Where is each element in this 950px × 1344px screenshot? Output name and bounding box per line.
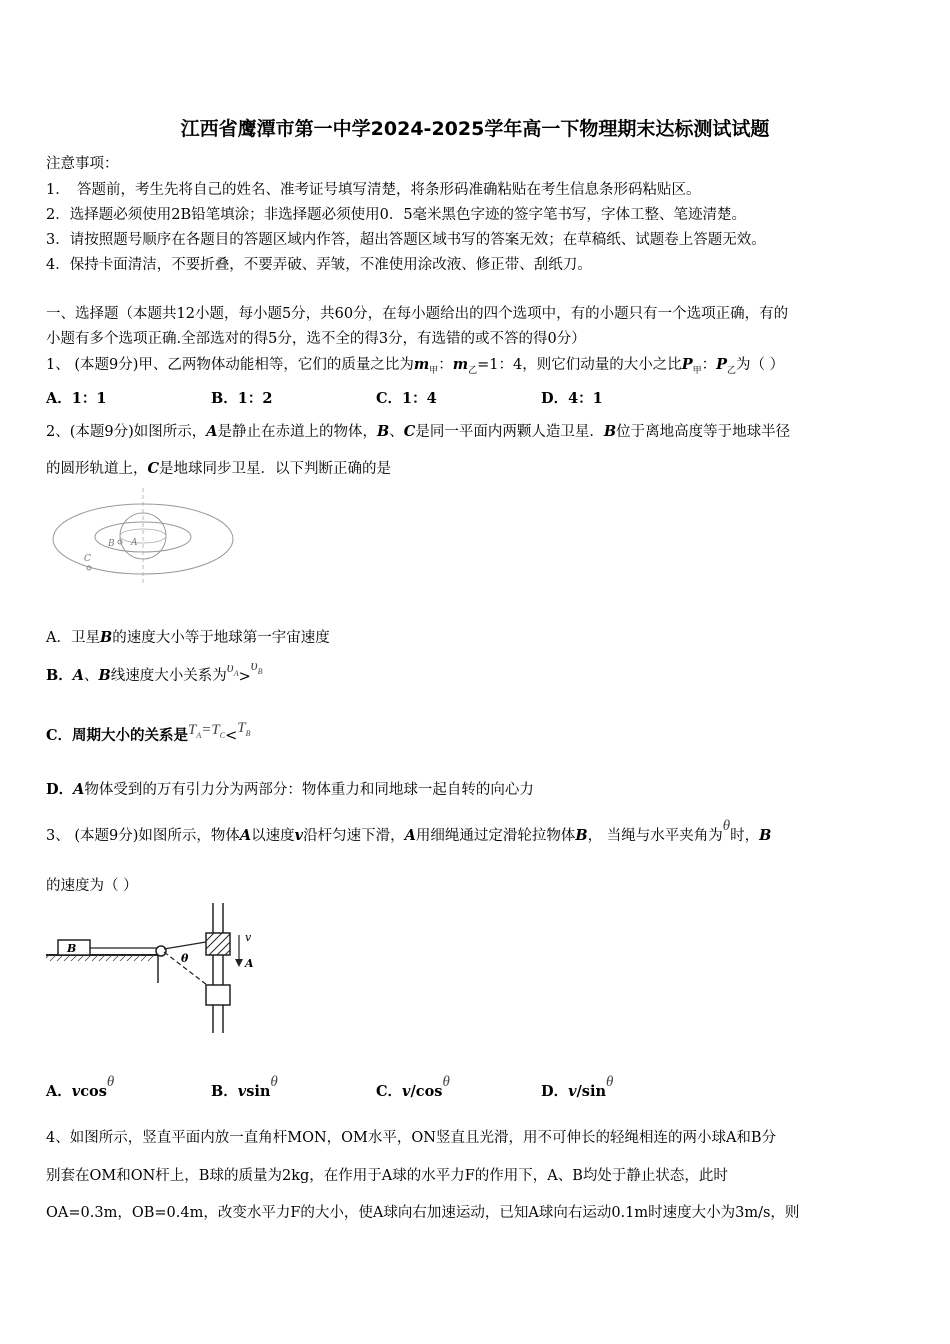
section-heading-cont: 小题有多个选项正确.全部选对的得5分，选不全的得3分，有选错的或不答的得0分） xyxy=(46,331,586,347)
notice-item: 3．请按照题号顺序在各题目的答题区域内作答，超出答题区域书写的答案无效；在草稿纸、试题卷上答题无效。 xyxy=(46,232,766,248)
question-1-options xyxy=(46,387,706,408)
question-2-option-d[interactable]: D．A物体受到的万有引力分为两部分：物体重力和同地球一起自转的向心力 xyxy=(46,781,534,798)
option-a[interactable]: A．vcosθ xyxy=(46,1074,115,1100)
question-3-options xyxy=(46,1074,706,1101)
question-4: 4、如图所示，竖直平面内放一直角杆MON，OM水平，ON竖直且光滑，用不可伸长的轻绳相连的两小球A和B分 xyxy=(46,1130,777,1146)
option-c[interactable]: C．1：4 xyxy=(376,390,437,407)
option-b[interactable]: B．vsinθ xyxy=(211,1074,278,1100)
question-2-option-c[interactable]: C．周期大小的关系是$T_A=T_C<T_B$ xyxy=(46,720,251,744)
notice-heading: 注意事项： xyxy=(46,156,119,172)
section-heading: 一、选择题（本题共12小题，每小题5分，共60分，在每小题给出的四个选项中，有的小题只有一个选项正确，有的 xyxy=(46,306,789,322)
pulley-figure xyxy=(46,903,271,1038)
figure-label-a: A xyxy=(245,957,254,970)
orbit-figure xyxy=(48,488,238,583)
question-2: 2、(本题9分)如图所示，A是静止在赤道上的物体，B、C是同一平面内两颗人造卫星．B位于离地高度等于地球半径 xyxy=(46,423,791,440)
question-4-cont: OA=0.3m，OB=0.4m，改变水平力F的大小，使A球向右加速运动，已知A球向右运动0.1m时速度大小为3m/s，则 xyxy=(46,1205,800,1221)
question-2-option-b[interactable]: B．A、B线速度大小关系为$\upsilon_A>\upsilon_B$ xyxy=(46,658,263,685)
question-3: 3、 (本题9分)如图所示，物体A以速度v沿杆匀速下滑，A用细绳通过定滑轮拉物体B， 当绳与水平夹角为θ时，B xyxy=(46,818,772,844)
question-3-cont: 的速度为（ ） xyxy=(46,878,138,894)
option-c[interactable]: C．v/cosθ xyxy=(376,1074,450,1100)
page-title: 江西省鹰潭市第一中学2024-2025学年高一下物理期末达标测试试题 xyxy=(180,118,770,140)
question-4-cont: 别套在OM和ON杆上，B球的质量为2kg，在作用于A球的水平力F的作用下，A、B均处于静止状态，此时 xyxy=(46,1168,728,1184)
question-1: 1、 (本题9分)甲、乙两物体动能相等，它们的质量之比为$m_甲$：$m_乙=1$：4，则它们动量的大小之比$P_甲$：$P_乙$为（ ） xyxy=(46,356,785,376)
option-a[interactable]: A．1：1 xyxy=(46,390,107,407)
question-2-cont: 的圆形轨道上，C是地球同步卫星．以下判断正确的是 xyxy=(46,460,392,477)
figure-label-b: B xyxy=(108,539,115,549)
figure-label-b: B xyxy=(67,942,77,955)
option-d[interactable]: D．v/sinθ xyxy=(541,1074,614,1100)
figure-label-a: A xyxy=(131,538,138,548)
option-d[interactable]: D．4：1 xyxy=(541,390,603,407)
figure-label-v: v xyxy=(245,931,252,944)
notice-item: 1． 答题前，考生先将自己的姓名、准考证号填写清楚，将条形码准确粘贴在考生信息条形码粘贴区。 xyxy=(46,182,701,198)
question-2-option-a[interactable]: A．卫星B的速度大小等于地球第一宇宙速度 xyxy=(46,629,330,646)
notice-item: 4．保持卡面清洁，不要折叠，不要弄破、弄皱，不准使用涂改液、修正带、刮纸刀。 xyxy=(46,257,592,273)
notice-item: 2．选择题必须使用2B铅笔填涂；非选择题必须使用0．5毫米黑色字迹的签字笔书写，字体工整、笔迹清楚。 xyxy=(46,207,747,223)
figure-label-c: C xyxy=(84,554,91,564)
option-b[interactable]: B．1：2 xyxy=(211,390,273,407)
figure-label-theta: θ xyxy=(181,952,189,965)
